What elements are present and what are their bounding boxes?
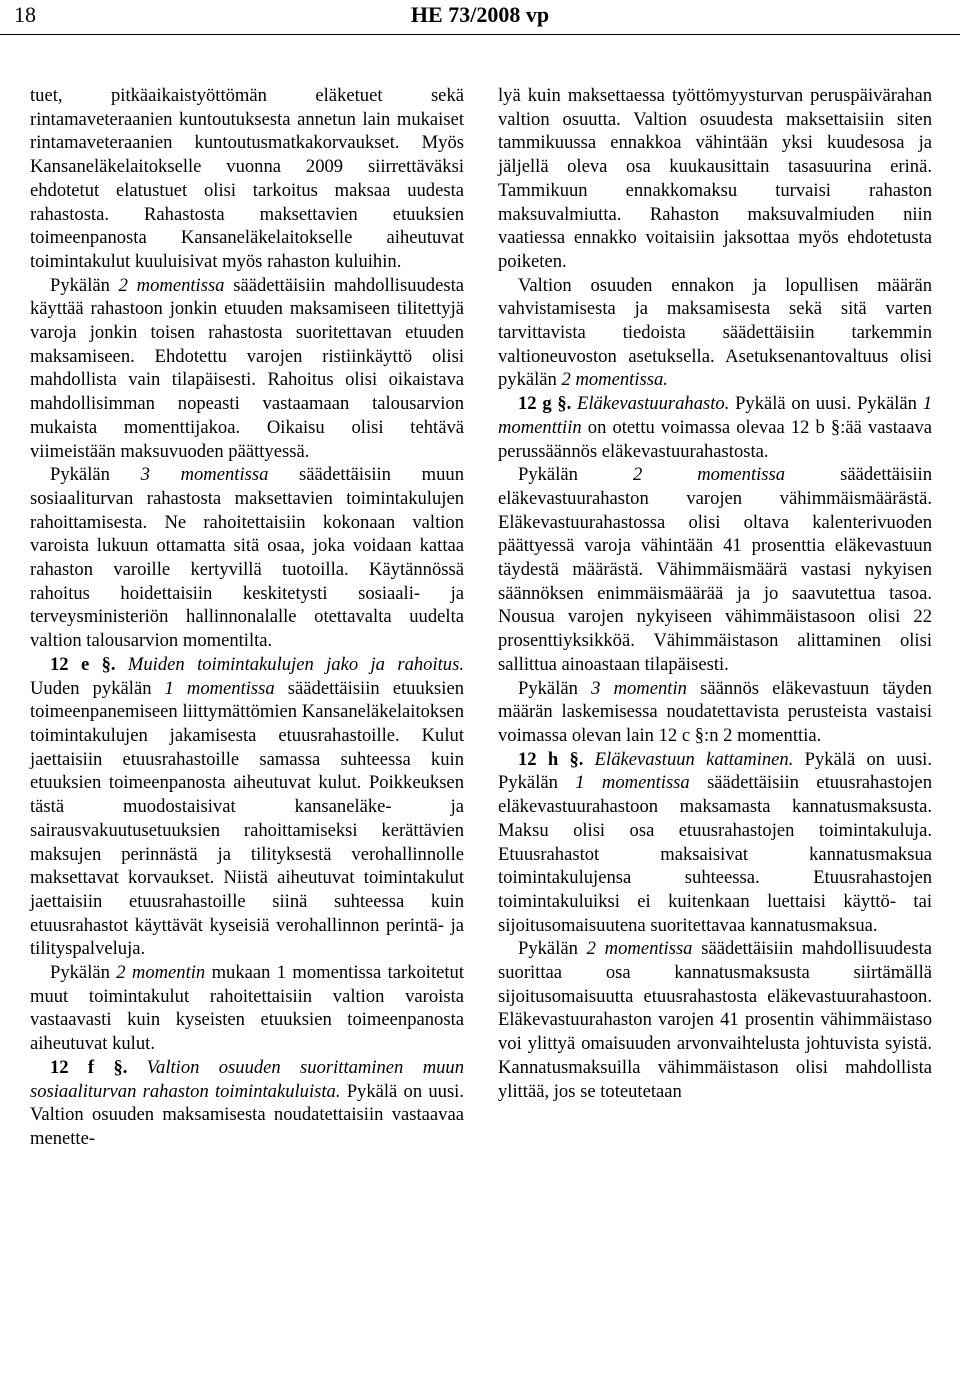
left-column [30,84,464,1151]
header-rule [0,34,960,35]
section-number: 12 e §. [50,653,116,675]
section-title: Valtion osuuden suorittaminen muun sosiaaliturvan rahaston toimintakuluista. [30,1056,465,1102]
section-12h: 12 h §. Eläkevastuun kattaminen. Pykälä on uusi. Pykälän 1 momentissa säädettäisiin etuusrahastojen eläkevastuurahastoon maksamasta kannatusmaksusta. Maksu olisi osa etuusrahastojen toimintakuluja. Etuusrahastot maksaisivat kannatusmaksua toimintakulujensa suhteessa. Etuusrahastojen toimintakuluiksi ei kuitenkaan luettaisi käyttö- tai sijoitusomaisuutena suoritettavaa kannatusmaksua. [498,748,932,936]
paragraph: tuet, pitkäaikaistyöttömän eläketuet sekä rintamaveteraanien kuntoutuksesta annetun lain mukaiset rintamaveteraanien kuntoutusmatkakorvaukset. Myös Kansaneläkelaitokselle vuonna 2009 siirrettäväksi ehdotetut elatustuet olisi tarkoitus maksaa uudesta rahastosta. Rahastosta maksettavien etuuksien toimeenpanosta Kansaneläkelaitokselle aiheutuvat toimintakulut kuuluisivat myös rahaston kuluihin. [30,85,464,272]
section-number: 12 h §. [518,748,584,770]
paragraph: Pykälän 2 momentissa säädettäisiin mahdollisuudesta suorittaa osa kannatusmaksusta siirtämällä sijoitusomaisuutta etuusrahastosta eläkevastuurahastoon. Eläkevastuurahaston varojen 41 prosentin vähimmäistaso voi ylittyä omaisuuden arvonvaihtelusta johtuvista syistä. Kannatusmaksuilla vähimmäistason olisi mahdollista ylittää, jos se toteutetaan [498,938,932,1102]
paragraph: lyä kuin maksettaessa työttömyysturvan peruspäivärahan valtion osuutta. Valtion osuudesta maksettaisiin siten tammikuussa ennakkoa vähintään yksi kuudesosa ja jäljellä oleva osa kuukausittain tasasuurina erinä. Tammikuun ennakkomaksu turvaisi rahaston maksuvalmiutta. Rahaston maksuvalmiuden niin vaatiessa ennakko voitaisiin jaksottaa myös ehdotetusta poiketen. [498,85,932,272]
document-id: HE 73/2008 vp [410,2,550,27]
paragraph: Pykälän 2 momentissa säädettäisiin eläkevastuurahaston varojen vähimmäismäärästä. Eläkevastuurahastossa olisi oltava kalenterivuoden päättyessä varoja vähintään 41 prosenttia eläkevastuun täydestä määrästä. Vähimmäismäärä vastasi nykyisen säännöksen enimmäismäärää ja jo saavutettua tasoa. Nousua varojen nykyiseen vähimmäistasoon olisi 22 prosenttiyksikköä. Vähimmäistason alittaminen olisi sallittua ainoastaan tilapäisesti. [498,464,932,675]
section-number: 12 f §. [50,1056,128,1078]
paragraph: Pykälän 2 momentissa säädettäisiin mahdollisuudesta käyttää rahastoon jonkin etuuden maksamiseen tilitettyjä varoja jonkin toisen rahastosta suoritettavan etuuden maksamiseen. Ehdotettu varojen ristiinkäyttö olisi mahdollista vain tilapäisesti. Rahoitus olisi oikaistava mahdollisimman nopeasti vastaamaan talousarvion mukaista momenttijakoa. Oikaisu olisi tehtävä viimeistään maksuvuoden päättyessä. [30,274,464,462]
page-header [0,0,960,34]
right-column [498,84,932,1103]
section-12f: 12 f §. Valtion osuuden suorittaminen muun sosiaaliturvan rahaston toimintakuluista. Pykälä on uusi. Valtion osuuden maksamisesta noudatettaisiin vastaavaa menette- [30,1056,465,1149]
section-title: Eläkevastuun kattaminen. [583,748,794,770]
paragraph: Pykälän 3 momentin säännös eläkevastuun täyden määrän laskemisessa noudatettavista perusteista vastaisi voimassa olevan lain 12 c §:n 2 momenttia. [498,677,932,746]
paragraph: Pykälän 2 momentin mukaan 1 momentissa tarkoitetut muut toimintakulut rahoitettaisiin valtion varoista vastaavasti kuin kyseisten etuuksien toimeenpanosta aiheutuvat kulut. [30,962,465,1055]
section-title: Eläkevastuurahasto. [571,393,730,415]
paragraph: Valtion osuuden ennakon ja lopullisen määrän vahvistamisesta ja maksamisesta sekä sitä varten tarvittavista tiedoista säädettäisiin tarkemmin valtioneuvoston asetuksella. Asetuksenantovaltuus olisi pykälän 2 momentissa. [498,274,932,391]
section-12g: 12 g §. Eläkevastuurahasto. Pykälä on uusi. Pykälän 1 momenttiin on otettu voimassa olevaa 12 b §:ää vastaava perussäännös eläkevastuurahastosta. [498,393,932,462]
section-title: Muiden toimintakulujen jako ja rahoitus. [115,653,464,675]
section-number: 12 g §. [518,393,572,415]
section-12e: 12 e §. Muiden toimintakulujen jako ja rahoitus. Uuden pykälän 1 momentissa säädettäisiin etuuksien toimeenpanemiseen liittymättömien Kansaneläkelaitoksen toimintakulujen jakamisesta etuusrahastoille. Kulut jaettaisiin etuusrahastoille samassa suhteessa kuin etuuksien toimeenpanosta aiheutuvat kulut. Poikkeuksen tästä muodostaisivat kansaneläke- ja sairausvakuutusetuuksien rahoittamiseksi kerättävien maksujen perinnästä ja tilityksestä verohallinnolle maksettavat korvaukset. Niistä aiheutuvat toimintakulut jaettaisiin etuusrahastoille siinä suhteessa kuin etuusrahastot käyttävät kyseisiä verohallinnon perintä- ja tilityspalveluja. [30,653,465,960]
paragraph: Pykälän 3 momentissa säädettäisiin muun sosiaaliturvan rahastosta maksettavien toimintakulujen rahoittamisesta. Ne rahoitettaisiin kokonaan valtion varoista lukuun ottamatta sitä osaa, joka voidaan kattaa rahaston varoille kertyvillä tuotoilla. Käytännössä rahoitus hoidettaisiin keskitetysti sosiaali- ja terveysministeriön hallinnonalalle otettavalta uudelta valtion talousarvion momentilta. [30,464,464,652]
page-number: 18 [14,2,36,27]
